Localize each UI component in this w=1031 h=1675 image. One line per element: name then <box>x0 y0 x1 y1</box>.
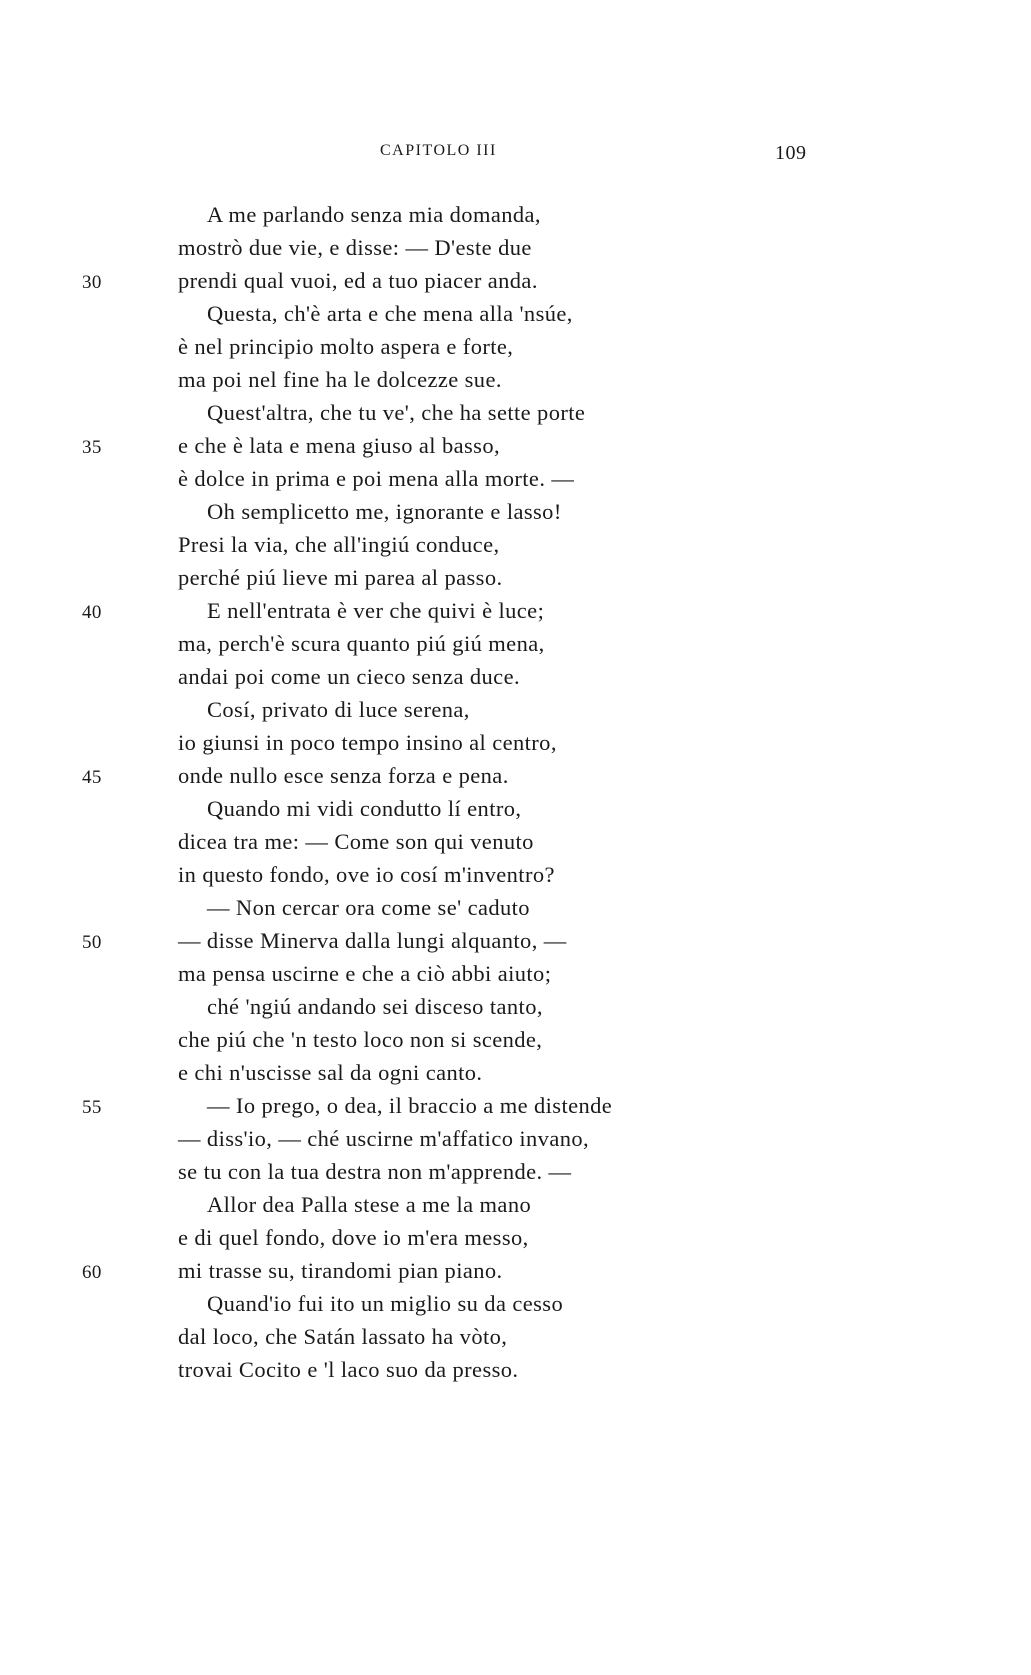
verse-line <box>0 660 1031 693</box>
verse-text: è nel principio molto aspera e forte, <box>178 334 514 359</box>
verse-text: — Io prego, o dea, il braccio a me distende <box>207 1093 613 1118</box>
page-number: 109 <box>775 142 807 164</box>
verse-line <box>0 561 1031 594</box>
verse-line <box>0 264 1031 297</box>
verse-text: è dolce in prima e poi mena alla morte. — <box>178 466 575 491</box>
line-number: 30 <box>82 272 102 293</box>
verse-line <box>0 1056 1031 1089</box>
verse-line <box>0 1155 1031 1188</box>
verse-text: ma, perch'è scura quanto piú giú mena, <box>178 631 545 656</box>
poem-text <box>0 198 1031 1386</box>
verse-text: andai poi come un cieco senza duce. <box>178 664 520 689</box>
verse-text: Questa, ch'è arta e che mena alla 'nsúe, <box>207 301 573 326</box>
running-head-chapter: CAPITOLO III <box>380 142 497 159</box>
verse-line <box>0 1353 1031 1386</box>
verse-text: trovai Cocito e 'l laco suo da presso. <box>178 1357 519 1382</box>
verse-line <box>0 462 1031 495</box>
verse-line <box>0 1023 1031 1056</box>
verse-line <box>0 726 1031 759</box>
line-number: 45 <box>82 767 102 788</box>
verse-line <box>0 1089 1031 1122</box>
verse-line <box>0 990 1031 1023</box>
verse-line <box>0 297 1031 330</box>
verse-line <box>0 1254 1031 1287</box>
verse-line <box>0 924 1031 957</box>
verse-line <box>0 1122 1031 1155</box>
verse-text: Presi la via, che all'ingiú conduce, <box>178 532 500 557</box>
verse-text: — diss'io, — ché uscirne m'affatico invano, <box>178 1126 590 1151</box>
verse-line <box>0 957 1031 990</box>
verse-line <box>0 231 1031 264</box>
verse-text: — Non cercar ora come se' caduto <box>207 895 530 920</box>
verse-text: che piú che 'n testo loco non si scende, <box>178 1027 543 1052</box>
verse-line <box>0 792 1031 825</box>
verse-line <box>0 825 1031 858</box>
verse-text: ma pensa uscirne e che a ciò abbi aiuto; <box>178 961 552 986</box>
verse-line <box>0 891 1031 924</box>
verse-text: e chi n'uscisse sal da ogni canto. <box>178 1060 483 1085</box>
verse-text: E nell'entrata è ver che quivi è luce; <box>207 598 545 623</box>
verse-line <box>0 363 1031 396</box>
verse-text: e che è lata e mena giuso al basso, <box>178 433 501 458</box>
verse-text: dicea tra me: — Come son qui venuto <box>178 829 534 854</box>
verse-text: ché 'ngiú andando sei disceso tanto, <box>207 994 543 1019</box>
verse-line <box>0 429 1031 462</box>
verse-text: prendi qual vuoi, ed a tuo piacer anda. <box>178 268 538 293</box>
verse-text: Cosí, privato di luce serena, <box>207 697 470 722</box>
line-number: 35 <box>82 437 102 458</box>
verse-text: se tu con la tua destra non m'apprende. — <box>178 1159 572 1184</box>
verse-text: perché piú lieve mi parea al passo. <box>178 565 503 590</box>
verse-line <box>0 1320 1031 1353</box>
verse-text: Allor dea Palla stese a me la mano <box>207 1192 532 1217</box>
verse-line <box>0 1221 1031 1254</box>
line-number: 55 <box>82 1097 102 1118</box>
verse-text: io giunsi in poco tempo insino al centro, <box>178 730 557 755</box>
verse-text: mostrò due vie, e disse: — D'este due <box>178 235 532 260</box>
verse-text: Quando mi vidi condutto lí entro, <box>207 796 522 821</box>
verse-text: A me parlando senza mia domanda, <box>207 202 541 227</box>
verse-line <box>0 627 1031 660</box>
verse-line <box>0 858 1031 891</box>
verse-text: Quest'altra, che tu ve', che ha sette porte <box>207 400 586 425</box>
verse-line <box>0 396 1031 429</box>
verse-text: — disse Minerva dalla lungi alquanto, — <box>178 928 567 953</box>
verse-line <box>0 594 1031 627</box>
verse-text: e di quel fondo, dove io m'era messo, <box>178 1225 529 1250</box>
verse-text: in questo fondo, ove io cosí m'inventro? <box>178 862 555 887</box>
verse-line <box>0 693 1031 726</box>
line-number: 50 <box>82 932 102 953</box>
verse-text: ma poi nel fine ha le dolcezze sue. <box>178 367 502 392</box>
line-number: 60 <box>82 1262 102 1283</box>
verse-line <box>0 198 1031 231</box>
verse-line <box>0 528 1031 561</box>
verse-line <box>0 1188 1031 1221</box>
line-number: 40 <box>82 602 102 623</box>
verse-line <box>0 330 1031 363</box>
verse-text: dal loco, che Satán lassato ha vòto, <box>178 1324 508 1349</box>
verse-text: onde nullo esce senza forza e pena. <box>178 763 509 788</box>
verse-line <box>0 1287 1031 1320</box>
verse-text: Oh semplicetto me, ignorante e lasso! <box>207 499 562 524</box>
verse-text: mi trasse su, tirandomi pian piano. <box>178 1258 503 1283</box>
verse-text: Quand'io fui ito un miglio su da cesso <box>207 1291 564 1316</box>
verse-line <box>0 495 1031 528</box>
verse-line <box>0 759 1031 792</box>
